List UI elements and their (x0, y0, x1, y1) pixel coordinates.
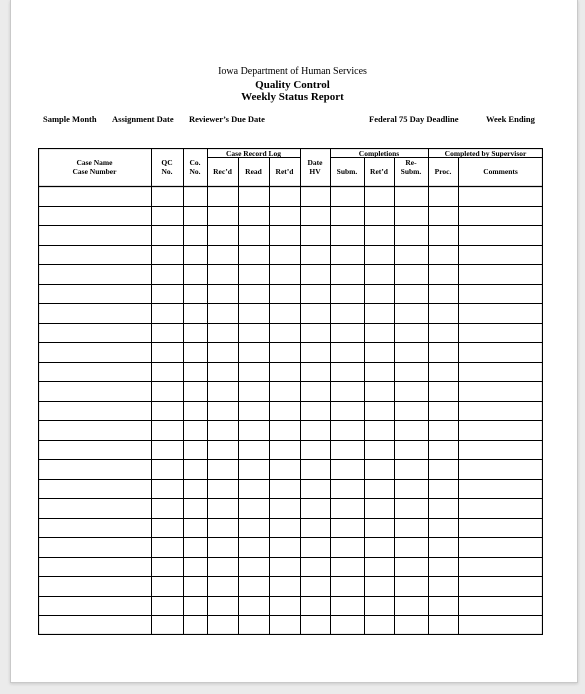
report-subtitle: Weekly Status Report (241, 91, 344, 103)
group-case-record-log: Case Record Log (226, 149, 281, 158)
col-co-line2: No. (189, 167, 201, 176)
week-ending-label: Week Ending (486, 114, 535, 124)
col-comments: Comments (483, 167, 518, 176)
table-border (39, 149, 543, 635)
col-case-number: Case Number (72, 167, 117, 176)
group-completed-by-supervisor: Completed by Supervisor (444, 149, 527, 158)
col-retd-completions: Ret’d (370, 167, 388, 176)
sample-month-label: Sample Month (43, 114, 97, 124)
col-date-line2: HV (309, 167, 321, 176)
assignment-date-label: Assignment Date (112, 114, 174, 124)
reviewers-due-date-label: Reviewer’s Due Date (189, 114, 265, 124)
col-co-line1: Co. (189, 158, 201, 167)
col-proc: Proc. (434, 167, 452, 176)
col-date-line1: Date (307, 158, 323, 167)
col-resubm-line1: Re- (405, 158, 417, 167)
col-qc-line2: No. (161, 167, 173, 176)
col-case-name: Case Name (76, 158, 113, 167)
col-recd: Rec’d (213, 167, 232, 176)
group-completions: Completions (358, 149, 400, 158)
agency-name: Iowa Department of Human Services (218, 66, 367, 77)
table-grid (38, 148, 543, 635)
col-read: Read (245, 167, 262, 176)
report-title: Quality Control (255, 79, 330, 91)
status-table (38, 148, 543, 635)
col-resubm-line2: Subm. (400, 167, 422, 176)
federal-deadline-label: Federal 75 Day Deadline (369, 114, 459, 124)
col-retd-log: Ret’d (275, 167, 294, 176)
col-subm: Subm. (336, 167, 358, 176)
col-qc-line1: QC (161, 158, 173, 167)
